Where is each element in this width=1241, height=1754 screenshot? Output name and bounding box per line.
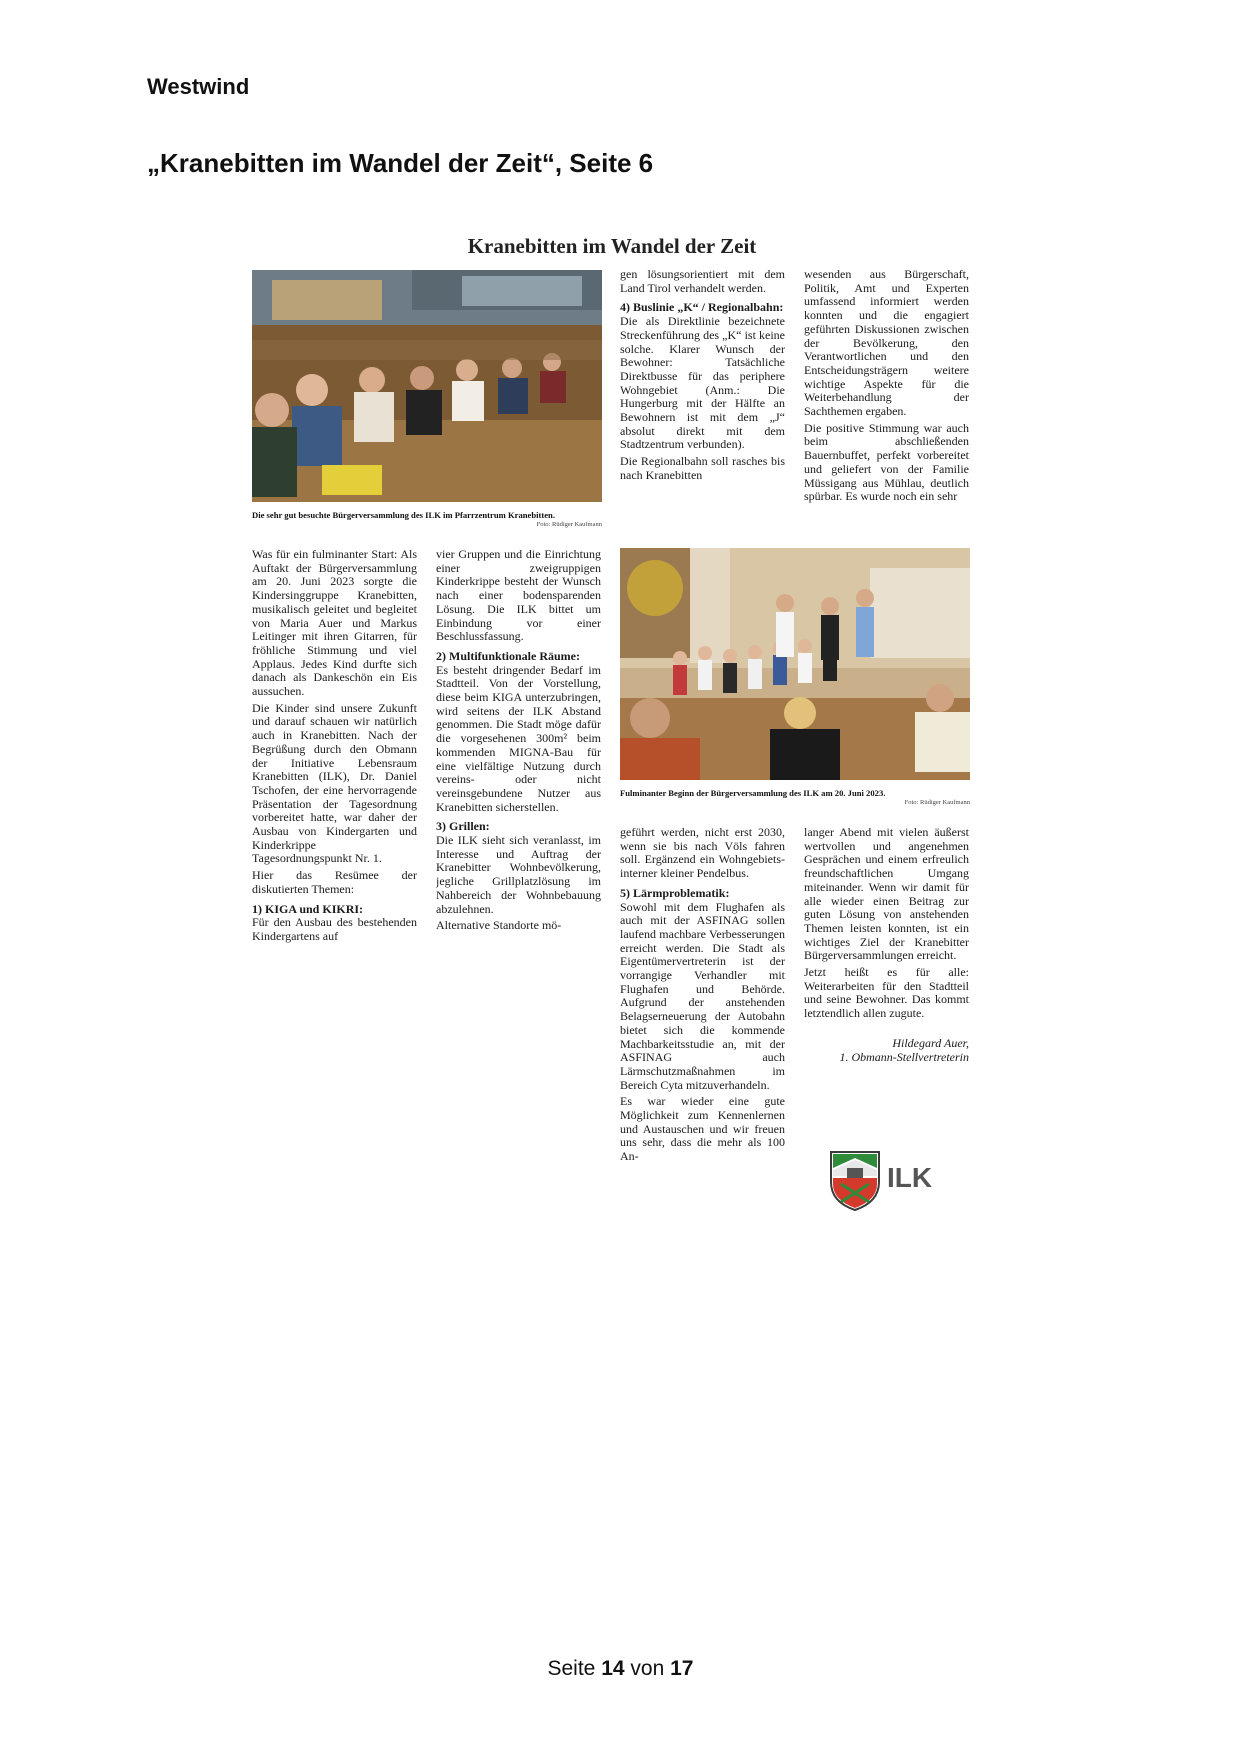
section-heading: 2) Multifunktionale Räume:: [436, 648, 580, 663]
article-headline: Kranebitten im Wandel der Zeit: [467, 234, 757, 258]
section-heading: 5) Lärmproblematik:: [620, 885, 730, 900]
document-subtitle: „Kranebitten im Wandel der Zeit“, Seite 6: [147, 148, 654, 178]
author-signature: [804, 1037, 969, 1064]
article-column-1: [252, 548, 417, 1008]
photo-credit: Foto: Rüdiger Kaufmann: [536, 521, 602, 528]
paragraph: Für den Ausbau des bestehenden Kindergartens auf: [252, 915, 417, 943]
ilk-crest-icon: [827, 1148, 883, 1212]
author-name: Hildegard Auer,: [892, 1035, 969, 1050]
section-heading: 1) KIGA und KIKRI:: [252, 901, 364, 916]
photo-credit: Foto: Rüdiger Kaufmann: [904, 799, 970, 806]
paragraph: Die positive Stimmung war auch beim abschließenden Bauernbuffet, perfekt vorbereitet und geliefert von der Familie Müssigang aus Mühlau, deutlich spürbar. Es wurde noch ein sehr: [804, 420, 969, 504]
paragraph: Alternative Standorte mö-: [436, 918, 562, 933]
paragraph: Die Kinder sind unsere Zukunft und darauf schauen wir natürlich auch in Kranebitten. Nach der Begrüßung durch den Obmann der Initiative Lebensraum Kranebitten (ILK), Dr. Daniel Tschofen, der eine hervorragende Präsentation der Tagesordnung vorbereitet hatte, war daher der Ausbau von Kindergarten und Kinderkrippe Tagesordnungspunkt Nr. 1.: [252, 700, 417, 866]
article-column-3-top: [620, 268, 785, 530]
audience-photo: [252, 270, 602, 502]
paragraph: langer Abend mit vielen äußerst wertvollen und angenehmen Gesprächen und einem erfreulich freundschaftlichen Umgang miteinander. Wenn wir damit für alle wieder einen Beitrag zur guten Lösung von anstehenden Themen leisten konnten, ist ein wichtiges Ziel der Kranebitter Bürgerversammlungen erreicht.: [804, 826, 969, 963]
paragraph: Jetzt heißt es für alle: Weiterarbeiten für den Stadtteil und seine Bewohner. Das kommt letztendlich allen zugute.: [804, 965, 969, 1021]
article-column-4-top: [804, 268, 969, 530]
page-footer: [0, 1657, 1241, 1681]
children-choir-photo-caption: [620, 788, 970, 808]
paragraph: Es besteht dringender Bedarf im Stadtteil. Von der Vorstellung, diese beim KIGA unterzubringen, wird seitens der ILK Abstand genommen. Die Stadt möge dafür die vorgesehenen 300m² beim kommenden MIGNA-Bau für eine vielfältige Nutzung durch vereins- oder nicht vereinsgebundene Nutzer aus Kranebitten sicherstellen.: [436, 662, 601, 814]
paragraph: Die ILK sieht sich veranlasst, im Interesse und Auftrag der Kranebitter Wohnbevölkerung, jegliche Grillplatzlösung im Nahbereich der Wohnbebauung abzulehnen.: [436, 833, 601, 916]
current-page-number: 14: [601, 1657, 625, 1680]
audience-photo-caption: [252, 510, 602, 530]
total-page-number: 17: [670, 1657, 694, 1680]
paragraph: Hier das Resümee der diskutierten Themen:: [252, 868, 417, 896]
children-choir-photo: [620, 548, 970, 780]
paragraph: vier Gruppen und die Einrichtung einer zweigruppigen Kinderkrippe besteht der Wunsch nach einer bodensparenden Lösung. Die ILK bittet um Einbindung vor einer Beschlussfassung.: [436, 548, 601, 644]
paragraph: Es war wieder eine gute Möglichkeit zum Kennenlernen und Austauschen und wir freuen uns sehr, dass die mehr als 100 An-: [620, 1094, 785, 1164]
ilk-logo: [827, 1148, 967, 1218]
article-column-2: [436, 548, 601, 1008]
document-title: Westwind: [147, 74, 250, 99]
paragraph: wesenden aus Bürgerschaft, Politik, Amt und Experten umfassend informiert werden konnten und die engagiert geführten Diskussionen zwischen der Bevölkerung, den Verantwortlichen und den Entscheidungsträgern weitere wichtige Aspekte für die Weiterbehandlung der Sachthemen ergaben.: [804, 268, 969, 419]
section-heading: 4) Buslinie „K“ / Regionalbahn:: [620, 300, 784, 315]
footer-prefix: Seite: [547, 1657, 596, 1680]
article-column-4-bottom: [804, 826, 969, 1126]
paragraph: Die als Direktlinie bezeichnete Streckenführung des „K“ ist keine solche. Klarer Wunsch der Bewohner: Tatsächliche Direktbusse für das periphere Wohngebiet (Anm.: Die Hungerburg mit der Hälfte an Bewohnern ist mit dem „J“ absolut direkt mit dem Stadtzentrum verbunden).: [620, 314, 785, 452]
logo-text: ILK: [887, 1162, 933, 1193]
section-heading: 3) Grillen:: [436, 819, 490, 834]
caption-text: Fulminanter Beginn der Bürgerversammlung des ILK am 20. Juni 2023.: [620, 788, 886, 798]
newspaper-clipping: [252, 228, 972, 1218]
paragraph: Sowohl mit dem Flughafen als auch mit der ASFINAG sollen laufend machbare Verbesserungen erreicht werden. Die Stadt als Eigentümervertreterin ist der vorrangige Verhandler mit Flughafen und Behörde. Aufgrund der anstehenden Belagserneuerung der Autobahn bietet sich die kommende Machbarkeitsstudie an, mit der ASFINAG auch Lärmschutzmaßnahmen im Bereich Cyta mitzuverhandeln.: [620, 899, 785, 1092]
article-column-3-bottom: [620, 826, 785, 1221]
paragraph: geführt werden, nicht erst 2030, wenn sie bis nach Völs fahren soll. Ergänzend ein Wohngebiets-interner kleiner Pendelbus.: [620, 826, 785, 881]
footer-middle: von: [630, 1657, 665, 1680]
caption-text: Die sehr gut besuchte Bürgerversammlung des ILK im Pfarrzentrum Kranebitten.: [252, 510, 555, 520]
paragraph: Was für ein fulminanter Start: Als Auftakt der Bürgerversammlung am 20. Juni 2023 sorgte die Kindersinggruppe Kranebitten, musikalisch geleitet und begleitet von Maria Auer und Markus Leitinger mit ihren Gitarren, für fröhliche Stimmung und viel Applaus. Jedes Kind durfte sich danach als Dankeschön ein Eis aussuchen.: [252, 548, 417, 699]
paragraph: Die Regionalbahn soll rasches bis nach Kranebitten: [620, 454, 785, 482]
author-role: 1. Obmann-Stellvertreterin: [839, 1049, 969, 1064]
paragraph: gen lösungsorientiert mit dem Land Tirol verhandelt werden.: [620, 268, 785, 295]
